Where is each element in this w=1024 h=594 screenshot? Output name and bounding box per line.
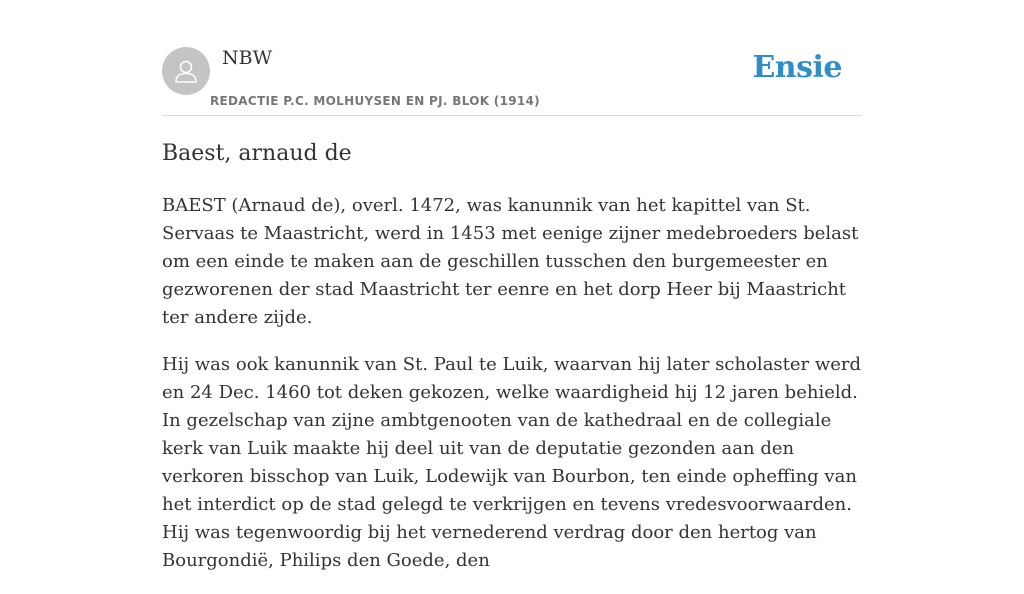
ensie-logo[interactable]: Ensie xyxy=(752,50,842,85)
paragraph: BAEST (Arnaud de), overl. 1472, was kanunnik van het kapittel van St. Servaas te Maastricht, werd in 1453 met eenige zijner medebroeders belast om een einde te maken aan de geschillen tusschen den burgemeester en gezworenen der stad Maastricht ter eenre en het dorp Heer bij Maastricht ter andere zijde. xyxy=(162,195,859,328)
header xyxy=(162,0,862,116)
author-name[interactable]: NBW xyxy=(222,47,273,69)
avatar xyxy=(162,47,210,95)
article-body xyxy=(162,192,862,594)
paragraph: Hij was ook kanunnik van St. Paul te Luik, waarvan hij later scholaster werd en 24 Dec. 1460 tot deken gekozen, welke waardigheid hij 12 jaren behield. In gezelschap van zijne ambtgenooten van de kathedraal en de collegiale kerk van Luik maakte hij deel uit van de deputatie gezonden aan den verkoren bisschop van Luik, Lodewijk van Bourbon, ten einde opheffing van het interdict op de stad gelegd te verkrijgen en tevens vredesvoorwaarden. Hij was tegenwoordig bij het vernederend verdrag door den hertog van Bourgondië, Philips den Goede, den xyxy=(162,354,862,571)
user-icon xyxy=(171,56,201,86)
content-container xyxy=(162,0,862,571)
article-title: Baest, arnaud de xyxy=(162,141,352,166)
source-subtitle: REDACTIE P.C. MOLHUYSEN EN PJ. BLOK (1914) xyxy=(210,94,540,108)
